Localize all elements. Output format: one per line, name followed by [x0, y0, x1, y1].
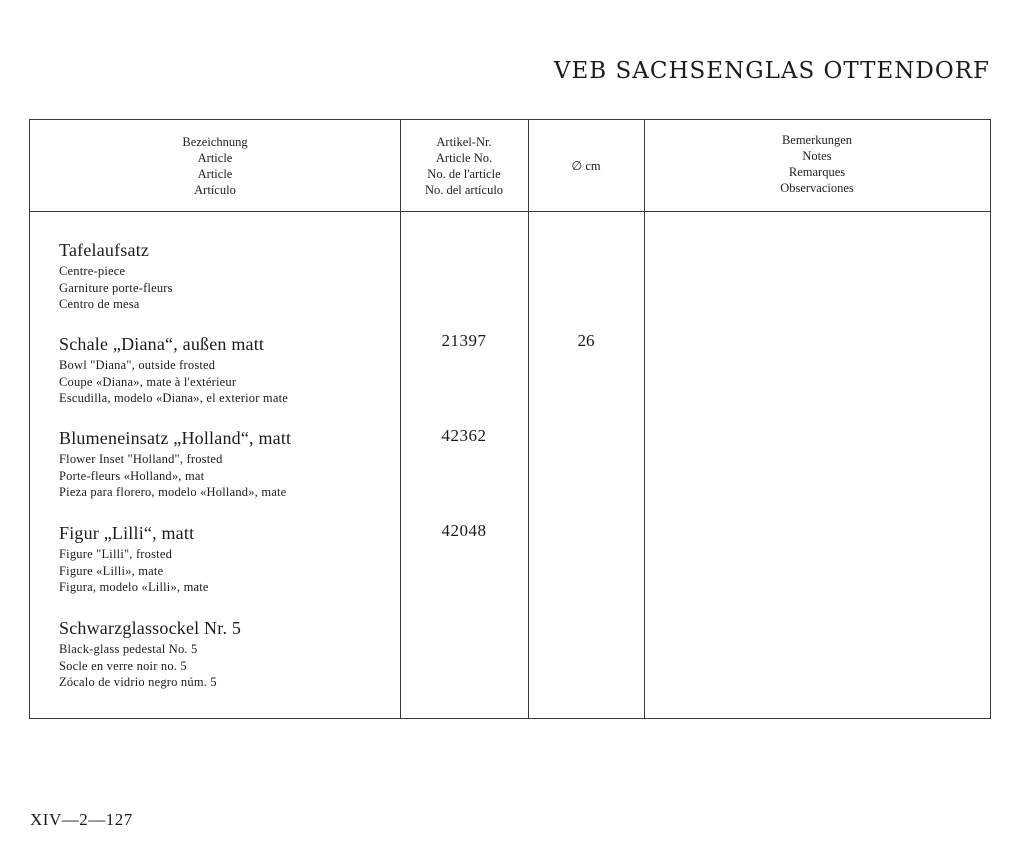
- item-translation-en: Bowl "Diana", outside frosted: [59, 358, 216, 372]
- item-translation-fr: Socle en verre noir no. 5: [59, 658, 187, 673]
- item-translation-es: Zócalo de vidrio negro núm. 5: [59, 675, 217, 689]
- header-designation: Bezeichnung Article Article Artículo: [182, 134, 248, 197]
- item-translation-es: Figura, modelo «Lilli», mate: [59, 580, 209, 594]
- item-translation-en: Centre-piece: [59, 264, 126, 278]
- item-translation-es: Centro de mesa: [59, 297, 140, 311]
- list-item: [59, 427, 291, 501]
- item-article-no: 42048: [441, 521, 487, 540]
- item-name: Schale „Diana“, außen matt: [59, 334, 265, 354]
- item-diameter: 26: [577, 331, 595, 350]
- list-item: [59, 522, 209, 596]
- header-diameter: ∅ cm: [571, 158, 601, 173]
- item-translation-en: Figure "Lilli", frosted: [59, 547, 173, 561]
- catalog-table: [29, 119, 991, 719]
- item-translation-fr: Porte-fleurs «Holland», mat: [59, 468, 205, 483]
- page-number: XIV—2—127: [30, 810, 133, 829]
- item-translation-en: Black-glass pedestal No. 5: [59, 642, 198, 656]
- item-translation-fr: Garniture porte-fleurs: [59, 280, 173, 295]
- item-translation-fr: Coupe «Diana», mate à l'extérieur: [59, 374, 237, 389]
- list-item: [59, 617, 241, 691]
- header-divider: [30, 211, 990, 212]
- item-name: Figur „Lilli“, matt: [59, 523, 195, 543]
- item-name: Tafelaufsatz: [59, 240, 150, 260]
- company-name: VEB SACHSENGLAS OTTENDORF: [553, 58, 990, 84]
- item-article-no: 21397: [441, 331, 487, 350]
- item-translation-en: Flower Inset "Holland", frosted: [59, 452, 223, 466]
- list-item: [59, 333, 288, 407]
- list-item: [59, 239, 173, 313]
- header-article-no: Artikel-Nr. Article No. No. de l'article No. del artículo: [424, 134, 504, 197]
- item-translation-es: Escudilla, modelo «Diana», el exterior mate: [59, 391, 289, 405]
- item-name: Schwarzglassockel Nr. 5: [59, 618, 242, 638]
- item-translation-es: Pieza para florero, modelo «Holland», mate: [59, 485, 287, 499]
- header-notes: Bemerkungen Notes Remarques Observaciones: [780, 133, 854, 195]
- item-article-no: 42362: [441, 426, 487, 445]
- item-name: Blumeneinsatz „Holland“, matt: [59, 428, 292, 448]
- item-translation-fr: Figure «Lilli», mate: [59, 563, 164, 578]
